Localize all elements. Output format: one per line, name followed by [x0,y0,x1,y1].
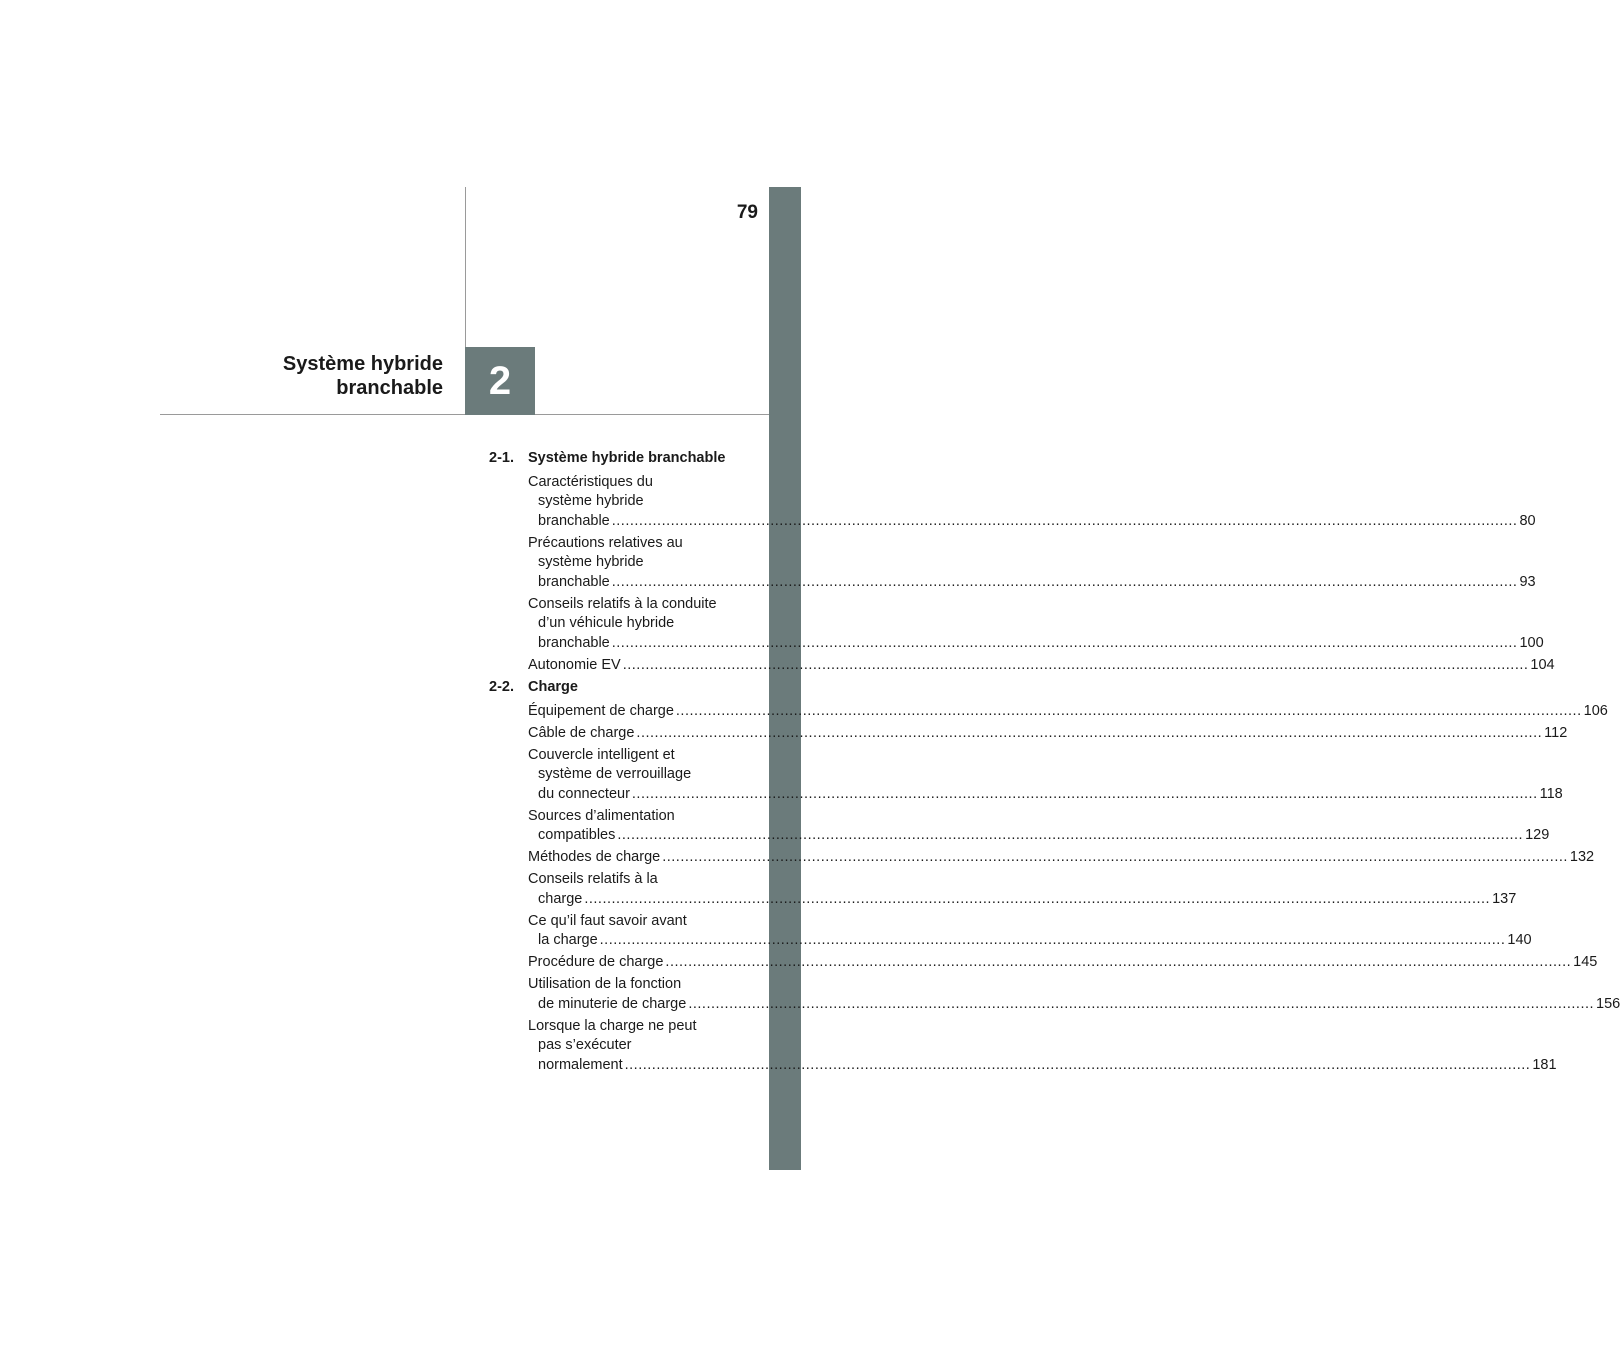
toc-dot-leader: ........................................................................................................................................................................................................ [631,785,1538,802]
toc-entry-line: Ce qu’il faut savoir avant [528,912,687,929]
toc-entry-text: branchable [538,573,610,590]
toc-entry-line: système hybride [538,493,644,509]
toc-page-number: 156 [1596,995,1620,1012]
toc-dot-leader: ........................................................................................................................................................................................................ [665,954,1572,970]
toc-entry[interactable] [528,724,1568,744]
toc-entry-text: Procédure de charge [528,954,664,970]
toc-section-heading[interactable] [489,678,741,698]
toc-section-number: 2-1. [489,450,514,466]
toc-section-number: 2-2. [489,679,514,695]
toc-entry-line: Lorsque la charge ne peut [528,1017,697,1034]
toc-entry-text: Méthodes de charge [528,849,661,865]
toc-page-number: 104 [1530,656,1555,673]
toc-entry-line: d’un véhicule hybride [538,615,675,631]
toc-page-number: 93 [1519,573,1536,590]
toc-entry[interactable] [528,534,1536,593]
toc-entry-line: Précautions relatives au [528,534,683,551]
toc-page-number: 106 [1583,702,1608,719]
toc-entry-line: système hybride [538,554,644,570]
toc-section-heading[interactable] [489,449,741,469]
chapter-title-line-1: Système hybride [282,353,443,375]
toc-entry-line [528,995,1620,1015]
toc-entry[interactable] [528,953,1598,973]
toc-dot-leader: ........................................................................................................................................................................................................ [617,827,1524,843]
toc-entry-line: Caractéristiques du [528,473,653,490]
toc-entry-line: système de verrouillage [538,766,692,782]
toc-page-number: 100 [1519,634,1544,651]
toc-section-title: Système hybride branchable [528,450,726,466]
toc-entry[interactable] [528,702,1608,722]
page-number: 79 [736,202,758,223]
toc-page-number: 137 [1492,890,1517,907]
toc-entry-line [528,512,1536,532]
toc-entry[interactable] [528,473,1536,532]
toc-section-title: Charge [528,679,578,695]
toc-entry-line [528,826,1550,846]
toc-entry-line: Conseils relatifs à la [528,871,658,887]
toc-dot-leader: ........................................................................................................................................................................................................ [611,573,1518,590]
toc-page-number: 80 [1519,512,1536,529]
toc-dot-leader: ........................................................................................................................................................................................................ [675,702,1582,719]
toc-dot-leader: ........................................................................................................................................................................................................ [611,634,1518,651]
toc-entry-line [528,634,1544,654]
toc-dot-leader: ........................................................................................................................................................................................................ [584,890,1491,907]
toc-dot-leader: ........................................................................................................................................................................................................ [599,932,1506,948]
toc-entry[interactable] [528,656,1555,676]
toc-dot-leader: ........................................................................................................................................................................................................ [688,995,1595,1012]
toc-entry[interactable] [528,746,1563,805]
toc-entry-text: branchable [538,634,610,651]
toc-entry[interactable] [528,912,1532,951]
vertical-divider [465,187,466,347]
toc-entry-line [528,724,1568,744]
toc-entry-line [528,890,1517,910]
toc-page-number: 132 [1569,849,1595,865]
toc-entry-text: du connecteur [538,785,630,802]
toc-dot-leader: ........................................................................................................................................................................................................ [611,512,1518,529]
toc-page-number: 112 [1544,724,1568,741]
toc-page-number: 118 [1539,785,1563,802]
toc-entry-line [528,1056,1557,1076]
toc-entry-text: charge [538,890,583,907]
toc-section [489,678,1620,1075]
toc-entry[interactable] [528,870,1517,909]
toc-entry-line [528,953,1598,973]
toc-entry[interactable] [528,848,1595,868]
toc-dot-leader: ........................................................................................................................................................................................................ [662,849,1568,865]
toc-entry-line [528,848,1595,868]
table-of-contents [489,449,1620,1078]
toc-entry[interactable] [528,807,1550,846]
toc-entry-line: Sources d’alimentation [528,807,675,824]
toc-entry-line [528,931,1532,951]
toc-entry-text: de minuterie de charge [538,995,687,1012]
toc-entry-line [528,573,1536,593]
toc-page-number: 129 [1525,827,1550,843]
toc-entry-text: compatibles [538,827,616,843]
toc-entry-text: branchable [538,512,610,529]
toc-entry-text: normalement [538,1056,623,1073]
toc-page-number: 181 [1532,1056,1557,1073]
toc-dot-leader: ........................................................................................................................................................................................................ [636,724,1543,741]
toc-entry-line [528,785,1563,805]
chapter-title-line-2: branchable [336,377,443,399]
chapter-title [230,352,443,400]
toc-entry-line: Conseils relatifs à la conduite [528,595,717,612]
toc-entry-text: Câble de charge [528,724,635,741]
toc-entry-text: Autonomie EV [528,656,621,673]
toc-entry-line [528,656,1555,676]
chapter-number-box: 2 [465,347,535,415]
thumb-tab-band [769,187,801,1170]
toc-entry-line: Utilisation de la fonction [528,976,682,992]
toc-page-number: 145 [1573,954,1598,970]
toc-entry-text: la charge [538,932,598,948]
toc-section [489,449,1555,675]
toc-entry-line: Couvercle intelligent et [528,746,675,763]
toc-entry-text: Équipement de charge [528,702,674,719]
toc-dot-leader: ........................................................................................................................................................................................................ [622,656,1529,673]
toc-entry-line: pas s’exécuter [538,1037,632,1053]
toc-page-number: 140 [1507,932,1532,948]
toc-entry-line [528,702,1608,722]
toc-entry[interactable] [528,595,1544,654]
toc-dot-leader: ........................................................................................................................................................................................................ [624,1056,1531,1073]
toc-entry[interactable] [528,975,1620,1014]
toc-entry[interactable] [528,1017,1557,1076]
